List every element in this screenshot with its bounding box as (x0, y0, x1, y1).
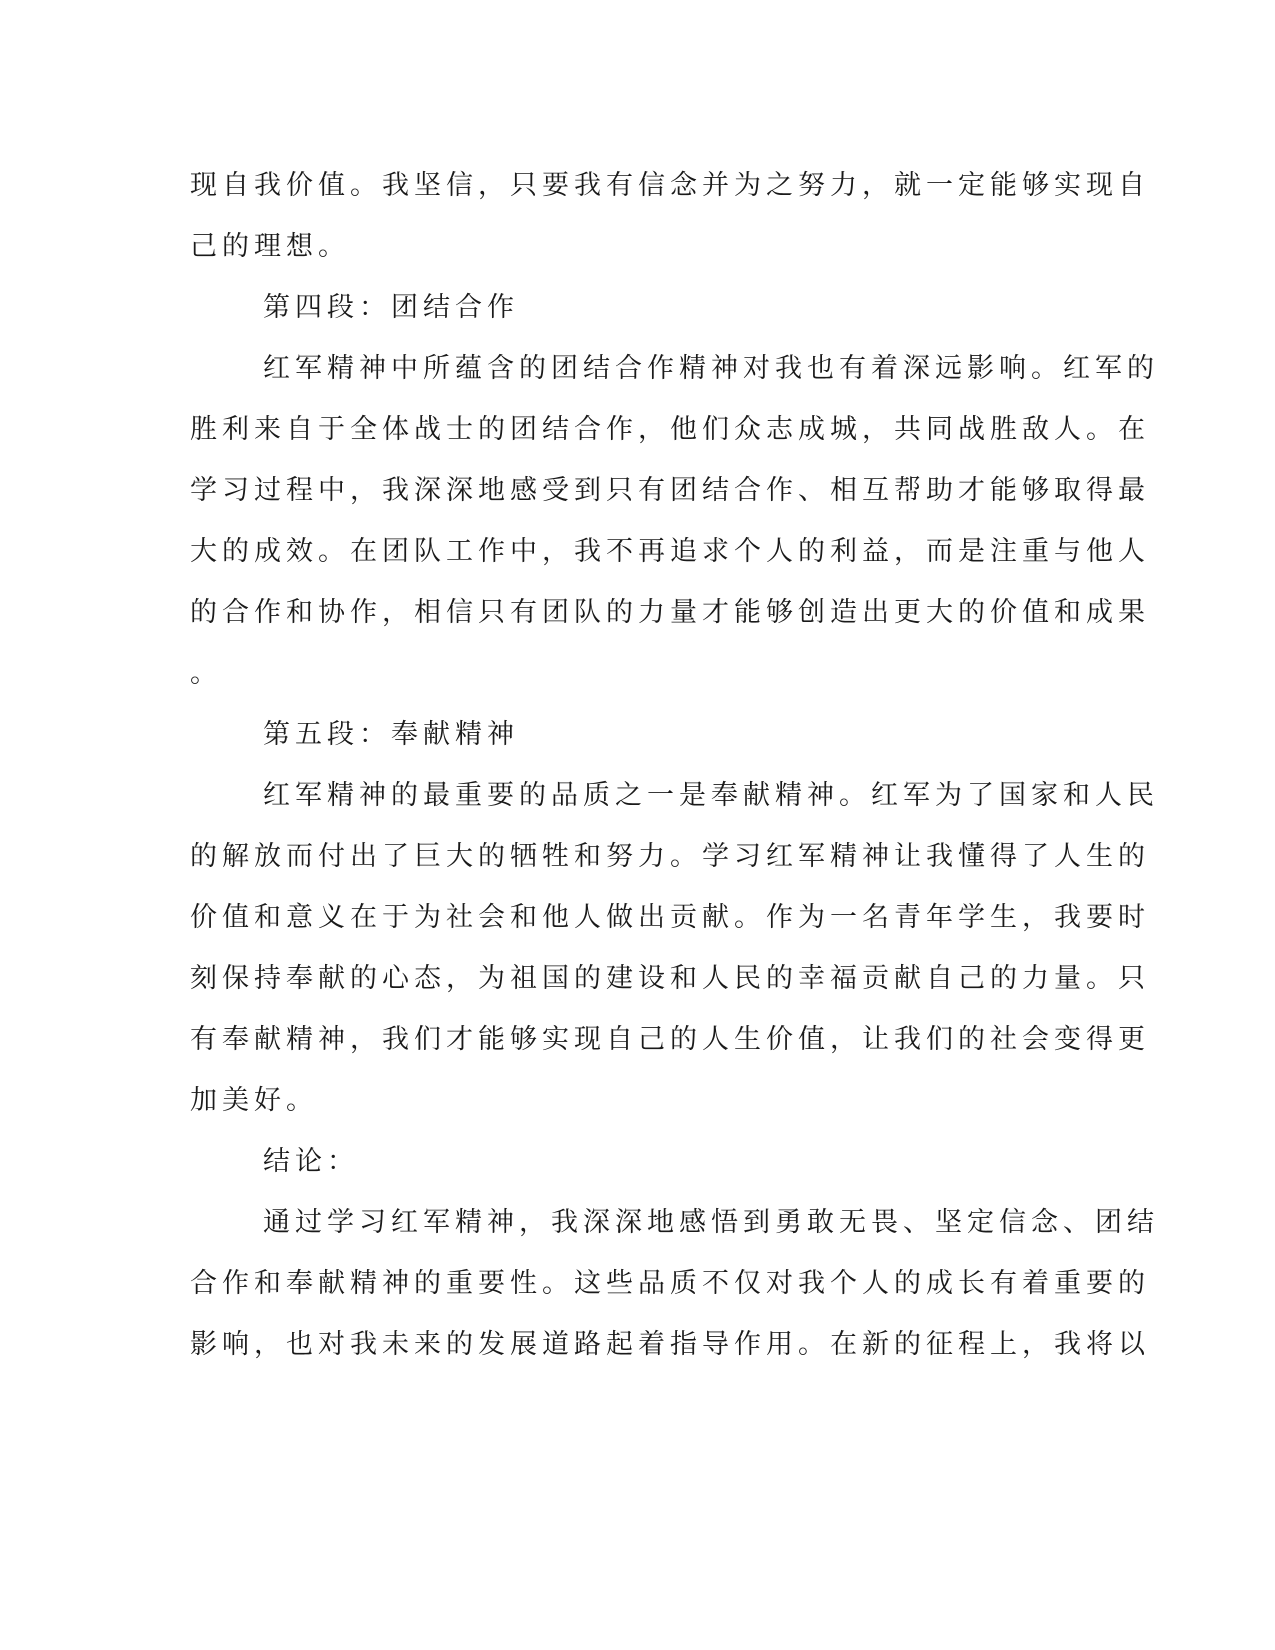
text-line: 刻保持奉献的心态，为祖国的建设和人民的幸福贡献自己的力量。只 (190, 963, 1150, 994)
text-line: 合作和奉献精神的重要性。这些品质不仅对我个人的成长有着重要的 (190, 1268, 1150, 1299)
paragraph-first-line: 红军精神的最重要的品质之一是奉献精神。红军为了国家和人民 (263, 780, 1159, 811)
text-line: 的解放而付出了巨大的牺牲和努力。学习红军精神让我懂得了人生的 (190, 841, 1150, 872)
text-line: 影响，也对我未来的发展道路起着指导作用。在新的征程上，我将以 (190, 1329, 1150, 1360)
paragraph-first-line: 通过学习红军精神，我深深地感悟到勇敢无畏、坚定信念、团结 (263, 1207, 1159, 1238)
text-line: 己的理想。 (190, 231, 350, 262)
text-line: 现自我价值。我坚信，只要我有信念并为之努力，就一定能够实现自 (190, 170, 1150, 201)
text-line: 加美好。 (190, 1085, 318, 1116)
text-line: 。 (190, 658, 222, 689)
text-line: 大的成效。在团队工作中，我不再追求个人的利益，而是注重与他人 (190, 536, 1150, 567)
text-line: 学习过程中，我深深地感受到只有团结合作、相互帮助才能够取得最 (190, 475, 1150, 506)
text-line: 价值和意义在于为社会和他人做出贡献。作为一名青年学生，我要时 (190, 902, 1150, 933)
paragraph-first-line: 结论： (263, 1146, 359, 1177)
document-body (190, 155, 1159, 1375)
text-line: 有奉献精神，我们才能够实现自己的人生价值，让我们的社会变得更 (190, 1024, 1150, 1055)
paragraph-first-line: 第五段：奉献精神 (263, 719, 519, 750)
text-line: 的合作和协作，相信只有团队的力量才能够创造出更大的价值和成果 (190, 597, 1150, 628)
text-line: 胜利来自于全体战士的团结合作，他们众志成城，共同战胜敌人。在 (190, 414, 1150, 445)
paragraph-first-line: 第四段：团结合作 (263, 292, 519, 323)
paragraph-first-line: 红军精神中所蕴含的团结合作精神对我也有着深远影响。红军的 (263, 353, 1159, 384)
